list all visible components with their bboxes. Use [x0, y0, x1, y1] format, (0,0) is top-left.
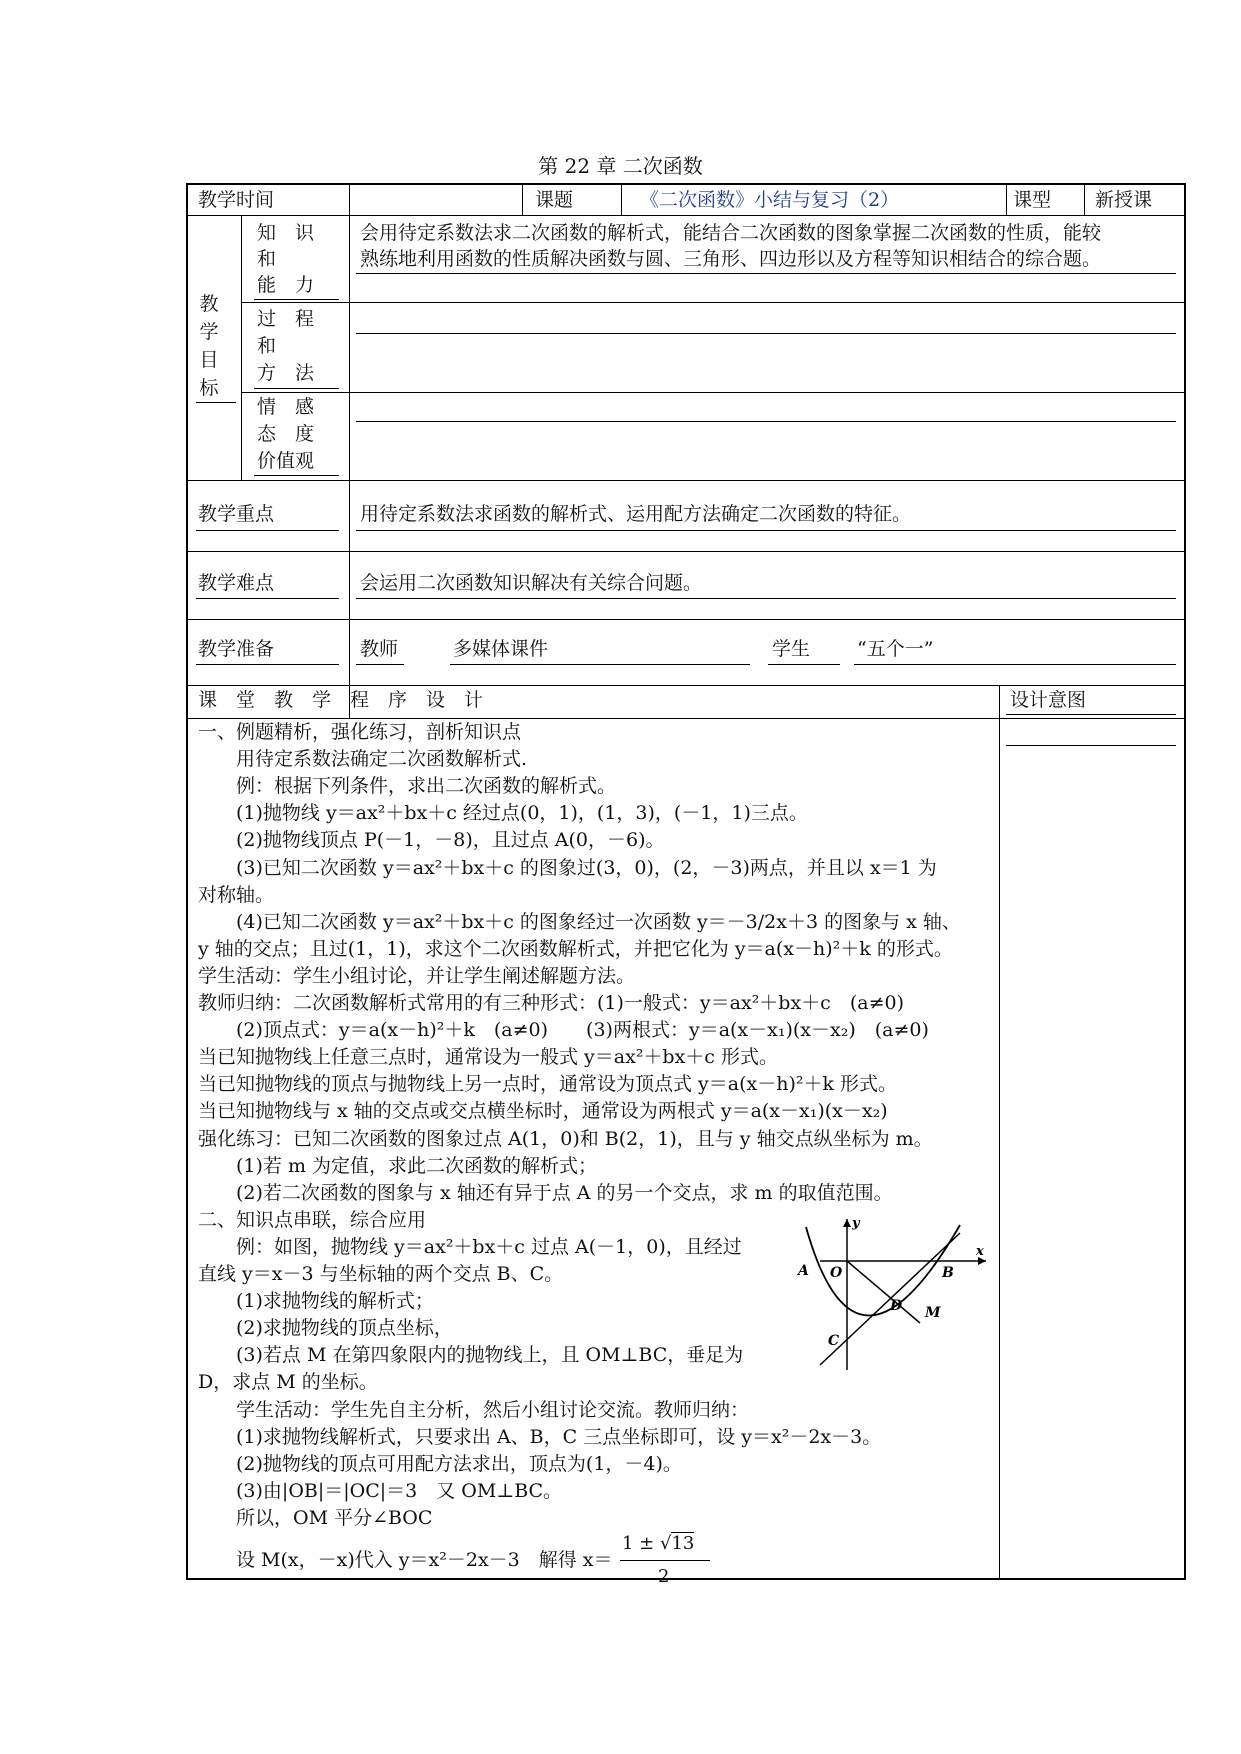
- program-line: 例：根据下列条件，求出二次函数的解析式。: [198, 775, 617, 798]
- program-header: 课 堂 教 学 程 序 设 计: [198, 689, 484, 711]
- program-line: y 轴的交点；且过(1，1)，求这个二次函数解析式，并把它化为 y＝a(x－h)²＋k 的形式。: [198, 937, 953, 960]
- fraction-denominator: 2: [658, 1566, 670, 1587]
- program-line: (1)求抛物线的解析式；: [198, 1290, 434, 1313]
- program-line: (2)若二次函数的图象与 x 轴还有异于点 A 的另一个交点，求 m 的取值范围。: [198, 1181, 893, 1204]
- sqrt-sign: √: [659, 1533, 672, 1554]
- y-axis-arrow: [843, 1219, 851, 1227]
- program-line: 例：如图，抛物线 y＝ax²＋bx＋c 过点 A(－1，0)，且经过: [198, 1235, 742, 1258]
- sqrt-radicand: 13: [671, 1533, 695, 1554]
- objectives-label-char: 教: [199, 293, 219, 315]
- program-line: (3)由|OB|＝|OC|＝3 又 OM⊥BC。: [198, 1479, 563, 1502]
- label-b: B: [942, 1265, 954, 1281]
- topic-value: 《二次函数》小结与复习（2）: [640, 189, 900, 211]
- lesson-type-value: 新授课: [1095, 189, 1153, 211]
- program-line: (2)求抛物线的顶点坐标，: [198, 1317, 453, 1340]
- design-intent-header: 设计意图: [1010, 689, 1087, 711]
- program-line: 当已知抛物线与 x 轴的交点或交点横坐标时，通常设为两根式 y＝a(x－x₁)(x－x₂): [198, 1100, 888, 1123]
- program-line: 用待定系数法确定二次函数解析式.: [198, 748, 528, 771]
- label-d: D: [890, 1298, 903, 1314]
- program-line: (3)若点 M 在第四象限内的抛物线上，且 OM⊥BC，垂足为: [198, 1344, 744, 1367]
- final-line: 设 M(x，－x)代入 y＝x²－2x－3 解得 x＝: [198, 1549, 613, 1571]
- process-label-line: 方 法: [257, 362, 315, 384]
- label-a: A: [798, 1263, 809, 1279]
- program-line: 当已知抛物线上任意三点时，通常设为一般式 y＝ax²＋bx＋c 形式。: [198, 1046, 778, 1069]
- program-line: 当已知抛物线的顶点与抛物线上另一点时，通常设为顶点式 y＝a(x－h)²＋k 形式。: [198, 1073, 898, 1096]
- program-line: 所以，OM 平分∠BOC: [198, 1506, 433, 1529]
- knowledge-label-line: 知 识: [257, 222, 315, 244]
- document-title: 第 22 章 二次函数: [538, 154, 703, 178]
- label-y: y: [852, 1216, 860, 1231]
- program-line: (4)已知二次函数 y＝ax²＋bx＋c 的图象经过一次函数 y＝－3/2x＋3 的图象与 x 轴、: [198, 910, 961, 933]
- process-label-line: 和: [257, 335, 277, 357]
- objectives-label-char: 学: [199, 321, 219, 343]
- difficulty-text: 会运用二次函数知识解决有关综合问题。: [360, 572, 703, 594]
- label-m: M: [925, 1305, 941, 1321]
- knowledge-label-line: 和: [257, 248, 277, 270]
- teaching-time-label: 教学时间: [198, 189, 275, 211]
- program-line: (1)抛物线 y＝ax²＋bx＋c 经过点(0，1)，(1，3)，(－1，1)三点。: [198, 802, 808, 825]
- label-c: C: [828, 1333, 840, 1349]
- student-value: “五个一”: [857, 638, 934, 660]
- fraction-num-text: 1 ±: [622, 1533, 660, 1554]
- teacher-value: 多媒体课件: [453, 638, 549, 660]
- knowledge-text-line: 会用待定系数法求二次函数的解析式，能结合二次函数的图象掌握二次函数的性质，能较: [360, 222, 1102, 244]
- teacher-label: 教师: [360, 638, 399, 660]
- program-line: 直线 y＝x－3 与坐标轴的两个交点 B、C。: [198, 1263, 564, 1285]
- program-line: 学生活动：学生小组讨论，并让学生阐述解题方法。: [198, 964, 636, 987]
- program-line: (1)若 m 为定值，求此二次函数的解析式；: [198, 1154, 598, 1177]
- program-line: 对称轴。: [198, 883, 275, 906]
- fraction-numerator: [622, 1530, 694, 1557]
- objectives-label-char: 标: [199, 377, 219, 399]
- label-x: x: [976, 1244, 984, 1259]
- knowledge-text-line: 熟练地利用函数的性质解决函数与圆、三角形、四边形以及方程等知识相结合的综合题。: [360, 248, 1102, 270]
- lesson-type-label: 课型: [1013, 189, 1052, 211]
- program-line: 一、例题精析，强化练习，剖析知识点: [198, 721, 522, 743]
- program-line: 强化练习：已知二次函数的图象过点 A(1，0)和 B(2，1)，且与 y 轴交点纵坐标为 m。: [198, 1127, 933, 1150]
- program-line: (2)抛物线顶点 P(－1，－8)，且过点 A(0，－6)。: [198, 829, 665, 852]
- program-line: D，求点 M 的坐标。: [198, 1371, 378, 1394]
- parabola-figure: [790, 1215, 990, 1375]
- knowledge-label-line: 能 力: [257, 274, 315, 296]
- program-line: (2)抛物线的顶点可用配方法求出，顶点为(1，－4)。: [198, 1452, 682, 1475]
- objectives-label-char: 目: [199, 349, 219, 371]
- key-point-text: 用待定系数法求函数的解析式、运用配方法确定二次函数的特征。: [360, 503, 912, 525]
- student-label: 学生: [772, 638, 811, 660]
- process-label-line: 过 程: [257, 308, 315, 330]
- program-line: (2)顶点式：y＝a(x－h)²＋k (a≠0) (3)两根式：y＝a(x－x₁)(x－x₂) (a≠0): [198, 1019, 929, 1042]
- program-line: 学生活动：学生先自主分析，然后小组讨论交流。教师归纳：: [198, 1398, 750, 1421]
- program-line: (1)求抛物线解析式，只要求出 A、B，C 三点坐标即可，设 y＝x²－2x－3。: [198, 1425, 882, 1448]
- program-line: 二、知识点串联，综合应用: [198, 1208, 427, 1231]
- emotion-label-line: 价值观: [257, 450, 315, 472]
- label-o: O: [830, 1265, 843, 1281]
- program-line: 教师归纳：二次函数解析式常用的有三种形式：(1)一般式：y＝ax²＋bx＋c (a≠0): [198, 992, 904, 1014]
- emotion-label-line: 情 感: [257, 396, 315, 418]
- topic-label: 课题: [535, 189, 574, 211]
- preparation-label: 教学准备: [198, 638, 275, 660]
- key-point-label: 教学重点: [198, 503, 275, 525]
- difficulty-label: 教学难点: [198, 572, 275, 594]
- program-line: (3)已知二次函数 y＝ax²＋bx＋c 的图象过(3，0)，(2，－3)两点，并且以 x＝1 为: [198, 856, 937, 879]
- emotion-label-line: 态 度: [257, 423, 315, 445]
